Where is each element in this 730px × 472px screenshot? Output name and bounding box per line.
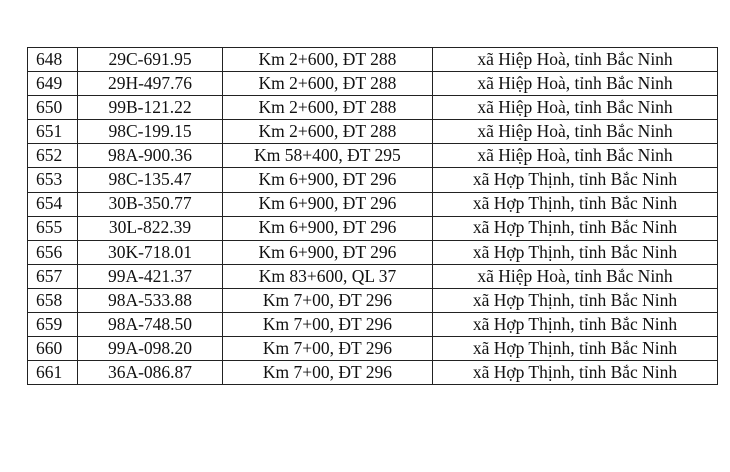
table-row (28, 144, 718, 168)
license-plate: 36A-086.87 (78, 361, 223, 385)
license-plate: 99A-421.37 (78, 264, 223, 288)
table-row (28, 72, 718, 96)
row-number: 659 (28, 313, 78, 337)
row-number: 649 (28, 72, 78, 96)
address: xã Hợp Thịnh, tỉnh Bắc Ninh (433, 313, 718, 337)
license-plate: 29C-691.95 (78, 48, 223, 72)
row-number: 655 (28, 216, 78, 240)
license-plate: 99A-098.20 (78, 337, 223, 361)
address: xã Hợp Thịnh, tỉnh Bắc Ninh (433, 240, 718, 264)
violation-location: Km 2+600, ĐT 288 (223, 72, 433, 96)
license-plate: 30K-718.01 (78, 240, 223, 264)
address: xã Hiệp Hoà, tỉnh Bắc Ninh (433, 144, 718, 168)
row-number: 660 (28, 337, 78, 361)
address: xã Hợp Thịnh, tỉnh Bắc Ninh (433, 168, 718, 192)
table-row (28, 337, 718, 361)
row-number: 650 (28, 96, 78, 120)
address: xã Hiệp Hoà, tỉnh Bắc Ninh (433, 72, 718, 96)
license-plate: 99B-121.22 (78, 96, 223, 120)
license-plate: 29H-497.76 (78, 72, 223, 96)
table-row (28, 120, 718, 144)
license-plate: 98A-748.50 (78, 313, 223, 337)
address: xã Hiệp Hoà, tỉnh Bắc Ninh (433, 48, 718, 72)
violation-location: Km 7+00, ĐT 296 (223, 313, 433, 337)
row-number: 652 (28, 144, 78, 168)
violation-location: Km 83+600, QL 37 (223, 264, 433, 288)
address: xã Hợp Thịnh, tỉnh Bắc Ninh (433, 288, 718, 312)
violation-location: Km 6+900, ĐT 296 (223, 216, 433, 240)
address: xã Hợp Thịnh, tỉnh Bắc Ninh (433, 216, 718, 240)
violation-location: Km 6+900, ĐT 296 (223, 240, 433, 264)
violation-location: Km 2+600, ĐT 288 (223, 120, 433, 144)
table-row (28, 96, 718, 120)
license-plate: 98C-135.47 (78, 168, 223, 192)
table-row (28, 288, 718, 312)
row-number: 661 (28, 361, 78, 385)
violation-location: Km 2+600, ĐT 288 (223, 48, 433, 72)
table-row (28, 313, 718, 337)
address: xã Hợp Thịnh, tỉnh Bắc Ninh (433, 361, 718, 385)
violation-table-container (27, 47, 717, 385)
violation-location: Km 7+00, ĐT 296 (223, 337, 433, 361)
table-row (28, 361, 718, 385)
row-number: 656 (28, 240, 78, 264)
violation-location: Km 58+400, ĐT 295 (223, 144, 433, 168)
license-plate: 30L-822.39 (78, 216, 223, 240)
address: xã Hiệp Hoà, tỉnh Bắc Ninh (433, 264, 718, 288)
table-row (28, 240, 718, 264)
table-row (28, 192, 718, 216)
row-number: 657 (28, 264, 78, 288)
row-number: 648 (28, 48, 78, 72)
violation-location: Km 2+600, ĐT 288 (223, 96, 433, 120)
row-number: 654 (28, 192, 78, 216)
violation-location: Km 6+900, ĐT 296 (223, 168, 433, 192)
license-plate: 98C-199.15 (78, 120, 223, 144)
license-plate: 98A-900.36 (78, 144, 223, 168)
table-row (28, 264, 718, 288)
violation-table (27, 47, 718, 385)
violation-location: Km 7+00, ĐT 296 (223, 288, 433, 312)
violation-location: Km 7+00, ĐT 296 (223, 361, 433, 385)
row-number: 651 (28, 120, 78, 144)
violation-location: Km 6+900, ĐT 296 (223, 192, 433, 216)
address: xã Hiệp Hoà, tỉnh Bắc Ninh (433, 120, 718, 144)
address: xã Hợp Thịnh, tỉnh Bắc Ninh (433, 192, 718, 216)
table-row (28, 168, 718, 192)
row-number: 658 (28, 288, 78, 312)
row-number: 653 (28, 168, 78, 192)
table-row (28, 48, 718, 72)
table-body (28, 48, 718, 385)
license-plate: 98A-533.88 (78, 288, 223, 312)
address: xã Hợp Thịnh, tỉnh Bắc Ninh (433, 337, 718, 361)
license-plate: 30B-350.77 (78, 192, 223, 216)
address: xã Hiệp Hoà, tỉnh Bắc Ninh (433, 96, 718, 120)
table-row (28, 216, 718, 240)
